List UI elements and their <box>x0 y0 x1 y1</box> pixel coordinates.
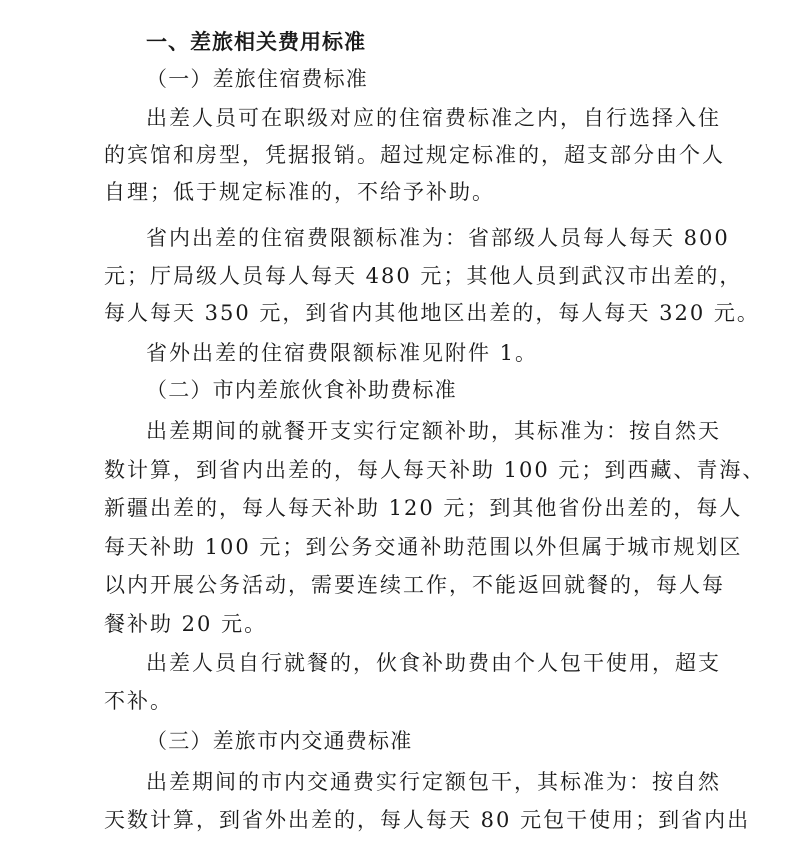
paragraph-2-line-2: 元；厅局级人员每人每天 480 元；其他人员到武汉市出差的， <box>104 264 743 288</box>
paragraph-3-line-1: 省外出差的住宿费限额标准见附件 1。 <box>146 341 539 365</box>
paragraph-1-line-1: 出差人员可在职级对应的住宿费标准之内，自行选择入住 <box>146 106 721 130</box>
paragraph-4-line-6: 餐补助 20 元。 <box>104 612 268 636</box>
paragraph-6-line-1: 出差期间的市内交通费实行定额包干，其标准为：按自然 <box>146 770 721 794</box>
paragraph-1-line-3: 自理；低于规定标准的，不给予补助。 <box>104 180 495 204</box>
paragraph-4-line-3: 新疆出差的，每人每天补助 120 元；到其他省份出差的，每人 <box>104 496 743 520</box>
subsection-heading-3: （三）差旅市内交通费标准 <box>146 729 413 753</box>
paragraph-1-line-2: 的宾馆和房型，凭据报销。超过规定标准的，超支部分由个人 <box>104 143 725 167</box>
subsection-heading-1: （一）差旅住宿费标准 <box>146 67 368 91</box>
paragraph-2-line-1: 省内出差的住宿费限额标准为：省部级人员每人每天 800 <box>146 226 730 250</box>
paragraph-4-line-2: 数计算，到省内出差的，每人每天补助 100 元；到西藏、青海、 <box>104 458 766 482</box>
paragraph-4-line-4: 每天补助 100 元；到公务交通补助范围以外但属于城市规划区 <box>104 535 743 559</box>
paragraph-4-line-5: 以内开展公务活动，需要连续工作，不能返回就餐的，每人每 <box>104 573 725 597</box>
subsection-heading-2: （二）市内差旅伙食补助费标准 <box>146 378 457 402</box>
paragraph-5-line-2: 不补。 <box>104 689 173 713</box>
paragraph-4-line-1: 出差期间的就餐开支实行定额补助，其标准为：按自然天 <box>146 419 721 443</box>
section-heading: 一、差旅相关费用标准 <box>146 30 366 54</box>
paragraph-6-line-2: 天数计算，到省外出差的，每人每天 80 元包干使用；到省内出 <box>104 808 751 832</box>
paragraph-2-line-3: 每人每天 350 元，到省内其他地区出差的，每人每天 320 元。 <box>104 301 760 325</box>
paragraph-5-line-1: 出差人员自行就餐的，伙食补助费由个人包干使用，超支 <box>146 651 721 675</box>
